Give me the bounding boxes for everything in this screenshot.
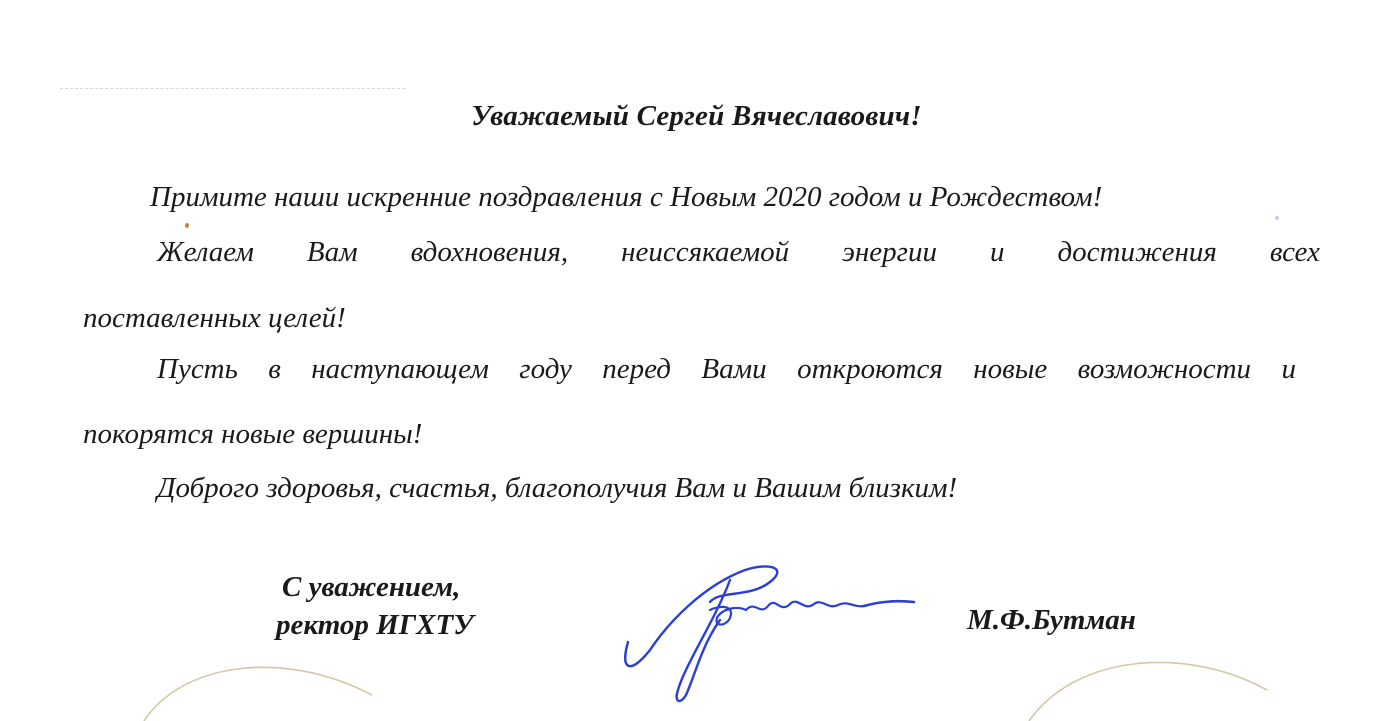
paragraph-wishes-line2: поставленных целей! [83, 302, 346, 334]
word: наступающем [311, 353, 489, 385]
scan-speck [1275, 216, 1279, 220]
scan-speck [185, 223, 189, 228]
word: перед [602, 353, 671, 385]
paragraph-future-line2: покорятся новые вершины! [83, 418, 423, 450]
word: откроются [797, 353, 943, 385]
closing-position: ректор ИГХТУ [276, 609, 474, 641]
word: в [268, 353, 281, 385]
signature-stroke [746, 602, 864, 610]
signature-stroke [710, 607, 746, 625]
word: неиссякаемой [621, 236, 790, 268]
word: году [519, 353, 572, 385]
word: и [1281, 353, 1296, 385]
signature-stroke [677, 580, 730, 701]
paragraph-future-line1 [157, 353, 1296, 386]
signature-stroke [625, 566, 777, 666]
word: всех [1269, 236, 1320, 268]
word: вдохновения, [410, 236, 569, 268]
signature-stroke [864, 601, 914, 606]
signatory-name: М.Ф.Бутман [967, 604, 1136, 636]
word: Пусть [157, 353, 238, 385]
word: энергии [842, 236, 937, 268]
word: достижения [1057, 236, 1217, 268]
word: Вам [306, 236, 358, 268]
word: Вами [701, 353, 767, 385]
word: Желаем [157, 236, 254, 268]
closing-regards: С уважением, [282, 571, 461, 603]
paragraph-wishes-line1 [157, 236, 1320, 269]
stamp-arc-right [1015, 650, 1315, 721]
paragraph-greeting: Примите наши искренние поздравления с Новым 2020 годом и Рождеством! [150, 181, 1103, 213]
stamp-arc-left [140, 655, 390, 721]
word: возможности [1077, 353, 1252, 385]
signature-image [610, 550, 930, 715]
salutation: Уважаемый Сергей Вячеславович! [471, 100, 922, 132]
scan-artifact-line [60, 88, 405, 89]
paragraph-health: Доброго здоровья, счастья, благополучия Вам и Вашим близким! [157, 472, 958, 504]
word: новые [973, 353, 1048, 385]
word: и [990, 236, 1005, 268]
